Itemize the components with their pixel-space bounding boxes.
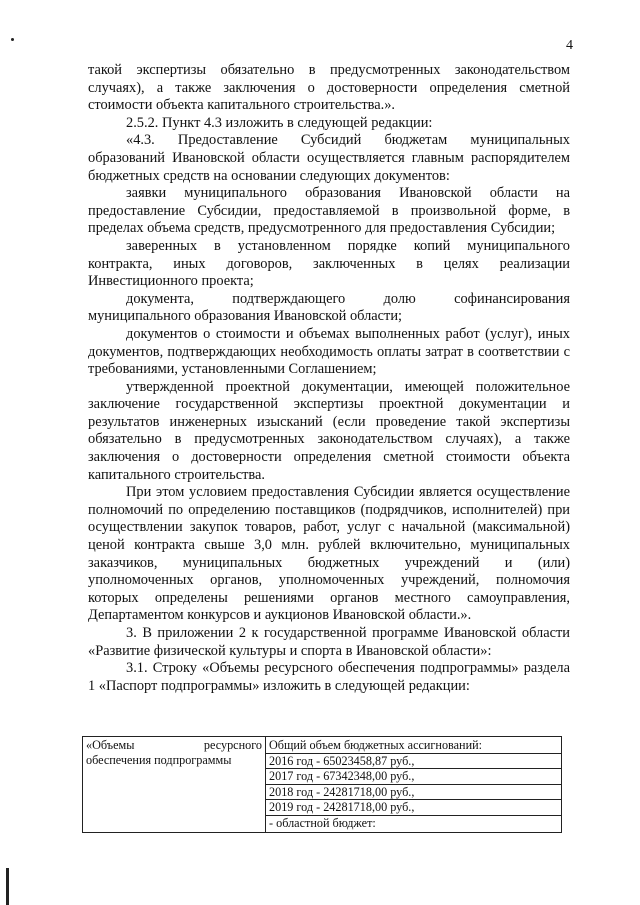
label-line-1: «Объемы ресурсного xyxy=(86,738,262,752)
value-row: 2018 год - 24281718,00 руб., xyxy=(266,784,561,800)
paragraph: документов о стоимости и объемах выполненных работ (услуг), иных документов, подтверждающих необходимость оплаты затрат в соответствии с требованиями, установленными Соглашением; xyxy=(88,325,570,378)
paragraph: заявки муниципального образования Ивановской области на предоставление Субсидии, предоставляемой в произвольной форме, в пределах объема средств, предусмотренного для предоставления Субсидии; xyxy=(88,185,570,237)
scan-speck xyxy=(11,38,14,41)
paragraph: 2.5.2. Пункт 4.3 изложить в следующей редакции: xyxy=(126,114,433,131)
passport-table xyxy=(82,736,562,833)
table-row xyxy=(83,737,562,833)
paragraph: 3. В приложении 2 к государственной программе Ивановской области «Развитие физической культуры и спорта в Ивановской области»: xyxy=(88,625,570,659)
values-header: Общий объем бюджетных ассигнований: xyxy=(269,738,482,752)
paragraph: утвержденной проектной документации, имеющей положительное заключение государственной экспертизы проектной документации и результатов инженерных изысканий (если проведение такой экспертизы обязательно в предусмотренных законодательством случаях), а также заключения о достоверности определения сметной стоимости объекта капитального строительства. xyxy=(88,378,570,483)
paragraph: 3.1. Строку «Объемы ресурсного обеспечения подпрограммы» раздела 1 «Паспорт подпрограммы» изложить в следующей редакции: xyxy=(88,660,570,694)
document-body xyxy=(88,62,570,695)
label-cell xyxy=(83,737,266,833)
label-line-2: обеспечения подпрограммы xyxy=(86,752,232,767)
value-row: 2016 год - 65023458,87 руб., xyxy=(266,753,561,769)
paragraph: «4.3. Предоставление Субсидий бюджетам муниципальных образований Ивановской области осуществляется главным распорядителем бюджетных средств на основании следующих документов: xyxy=(88,132,570,184)
value-row: 2017 год - 67342348,00 руб., xyxy=(266,768,561,784)
values-cell xyxy=(266,737,562,833)
paragraph: такой экспертизы обязательно в предусмотренных законодательством случаях), а также заключения о достоверности определения сметной стоимости объекта капитального строительства.». xyxy=(88,62,570,114)
paragraph: заверенных в установленном порядке копий муниципального контракта, иных договоров, заключенных в целях реализации Инвестиционного проекта; xyxy=(88,237,570,290)
value-row: - областной бюджет: xyxy=(266,815,561,831)
paragraph: документа, подтверждающего долю софинансирования муниципального образования Ивановской области; xyxy=(88,290,570,325)
value-row: 2019 год - 24281718,00 руб., xyxy=(266,799,561,815)
page-number: 4 xyxy=(566,38,573,53)
scan-edge-mark xyxy=(6,868,9,905)
paragraph: При этом условием предоставления Субсидии является осуществление полномочий по определению поставщиков (подрядчиков, исполнителей) при осуществлении закупок товаров, работ, услуг с начальной (максимальной) ценой контракта свыше 3,0 млн. рублей включительно, муниципальных заказчиков, муниципальных бюджетных учреждений и (или) уполномоченных органов, уполномоченных учреждений, полномочия которых определены решениями органов местного самоуправления, Департаментом конкурсов и аукционов Ивановской области.». xyxy=(88,484,570,624)
